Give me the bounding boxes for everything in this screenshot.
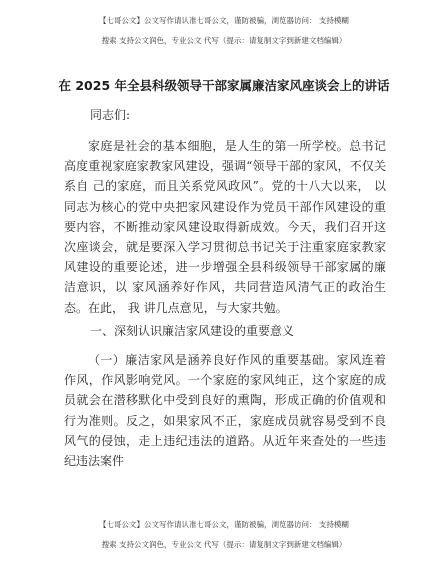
document-title: 在 2025 年全县科级领导干部家属廉洁家风座谈会上的讲话 <box>58 78 390 93</box>
paragraph-section-1-1: （一）廉洁家风是涵养良好作风的重要基础。家风连着作风，作风影响党风。一个家庭的家风纯正，这个家庭的成员就会在潜移默化中受到良好的熏陶，形成正确的价值观和行为准则。反之，如果家风不正，家庭成员就容易受到不良风气的侵蚀，走上违纪违法的道路。从近年来查处的一些违纪违法案件 <box>64 353 386 469</box>
banner-top-line-2: 搜索 支持公文润色，专业公文 代写（提示：请复制文字到新建文档编辑） <box>101 36 347 45</box>
banner-bottom-line-1: 【七哥公文】公文写作请认准七哥公文，谨防被骗，浏览器访问： 支持模糊 <box>99 520 349 529</box>
paragraph-intro: 家庭是社会的基本细胞，是人生的第一所学校。总书记高度重视家庭家教家风建设，强调“领导干部的家风，不仅关系自 己的家庭，而且关系党风政风”。党的十八大以来， 以同志为核心的党中央把家风建设作为党员干部作风建设的重要内容，不断推动家风建设取得新成效。今天，我们召开这次座谈会，就是要深入学习贯彻总书记关于注重家庭家教家风建设的重要论述，进一步增强全县科级领导干部家属的廉洁意识，以 家风涵养好作风，共同营造风清气正的政治生态。在此， 我 讲几点意见，与大家共勉。 <box>64 139 386 315</box>
banner-top-line-1: 【七哥公文】公文写作请认准七哥公文，谨防被骗，浏览器访问： 支持模糊 <box>99 16 349 25</box>
section-heading-1: 一、深刻认识廉洁家风建设的重要意义 <box>90 324 295 338</box>
banner-bottom-line-2: 搜索 支持公文润色，专业公文 代写（提示：请复制文字到新建文档编辑） <box>101 540 347 549</box>
watermark-banner-top <box>0 16 448 46</box>
watermark-banner-bottom <box>0 520 448 550</box>
salutation: 同志们: <box>90 108 131 122</box>
